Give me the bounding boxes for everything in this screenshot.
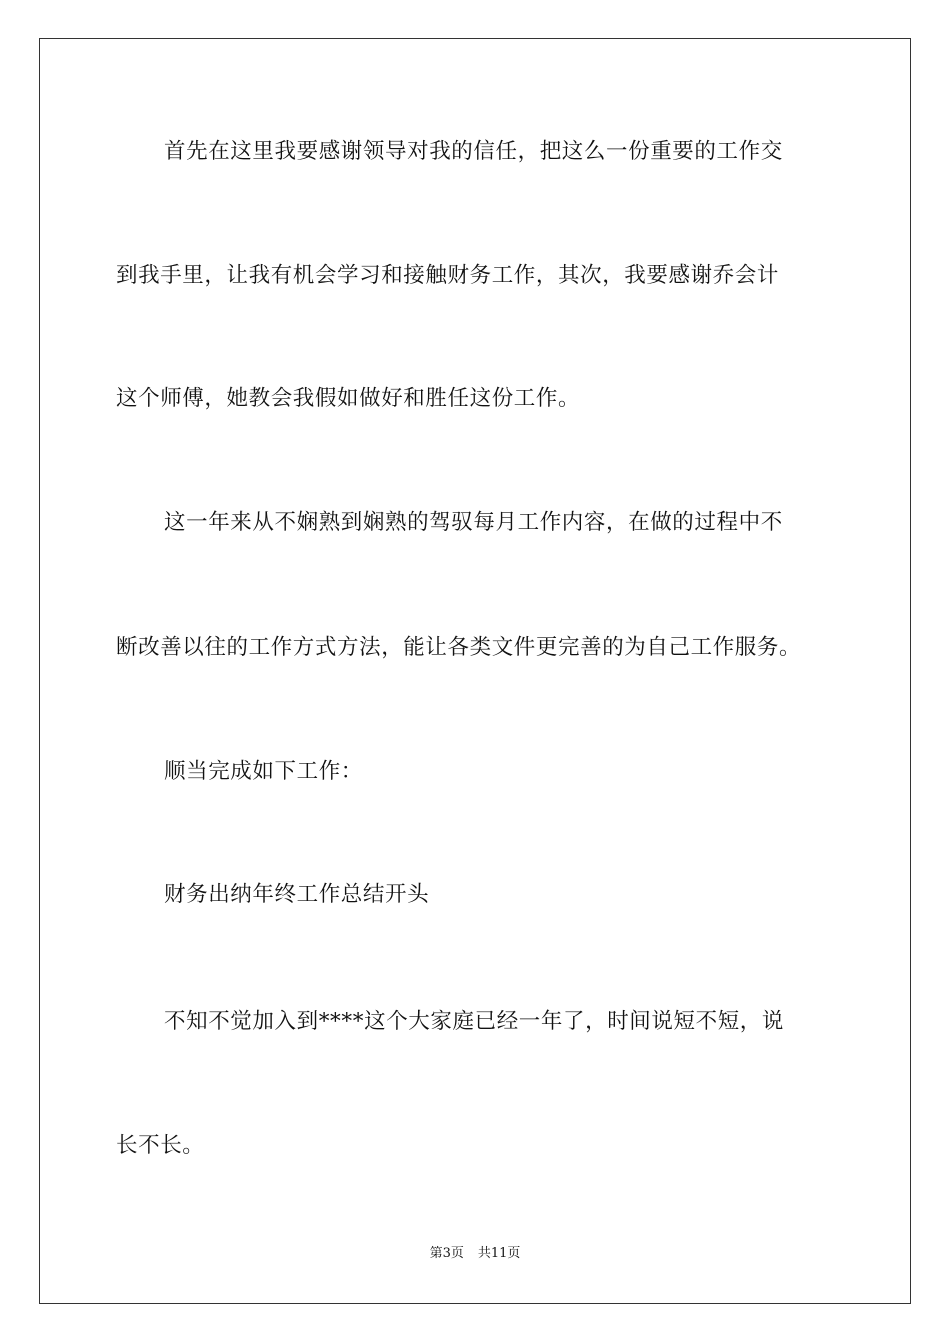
paragraph-1-line-1: 首先在这里我要感谢领导对我的信任，把这么一份重要的工作交 bbox=[164, 139, 783, 164]
page-total: 共11页 bbox=[477, 1246, 521, 1261]
paragraph-5-line-2: 长不长。 bbox=[116, 1133, 205, 1158]
paragraph-3-line-1: 顺当完成如下工作： bbox=[164, 759, 363, 784]
paragraph-5-line-1: 不知不觉加入到****这个大家庭已经一年了，时间说短不短，说 bbox=[164, 1009, 785, 1034]
page-footer bbox=[0, 1245, 950, 1263]
page-number: 第3页 bbox=[429, 1246, 464, 1261]
paragraph-2-line-2: 断改善以往的工作方式方法，能让各类文件更完善的为自己工作服务。 bbox=[116, 635, 802, 660]
paragraph-1-line-2: 到我手里，让我有机会学习和接触财务工作，其次，我要感谢乔会计 bbox=[116, 263, 780, 288]
section-heading: 财务出纳年终工作总结开头 bbox=[164, 882, 430, 907]
page-border bbox=[39, 38, 911, 1304]
paragraph-1-line-3: 这个师傅，她教会我假如做好和胜任这份工作。 bbox=[116, 386, 581, 411]
paragraph-2-line-1: 这一年来从不娴熟到娴熟的驾驭每月工作内容，在做的过程中不 bbox=[164, 510, 783, 535]
